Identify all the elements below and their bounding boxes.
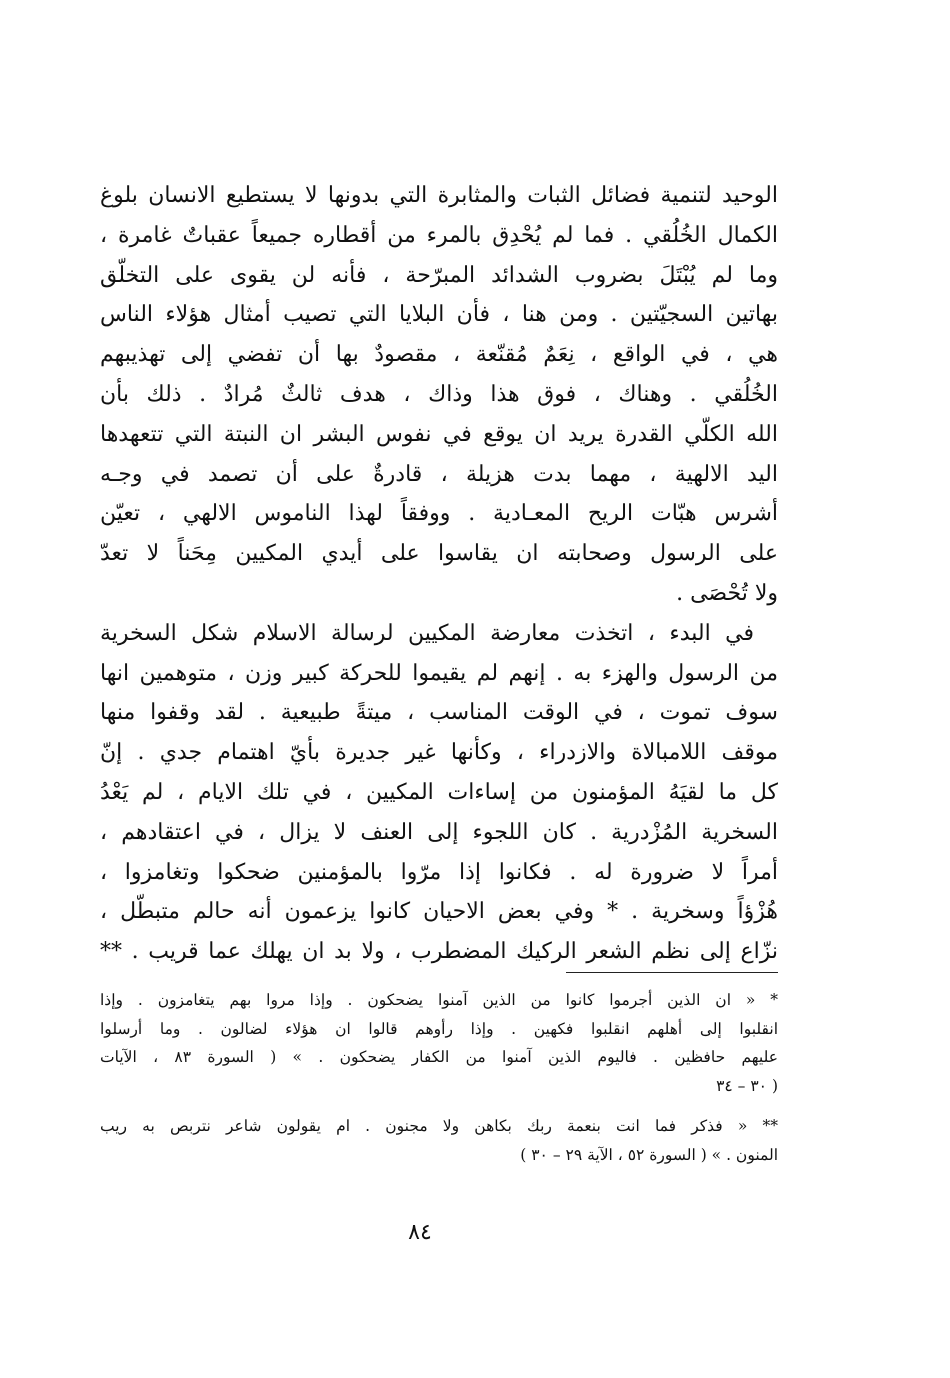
footnote-line: * « ان الذين أجرموا كانوا من الذين آمنوا يضحكون . وإذا مروا بهم يتغامزون . وإذا xyxy=(100,991,778,1009)
text-line: سوف تموت ، في الوقت المناسب ، ميتةً طبيعية . لقد وقفوا منها xyxy=(100,700,778,726)
text-line: كل ما لقيَهُ المؤمنون من إساءات المكيين ، في تلك الايام ، لم يَعْدُ xyxy=(100,779,778,805)
footnote-line: المنون . » ( السورة ٥٢ ، الآية ٢٩ – ٣٠ ) xyxy=(520,1145,778,1164)
text-line: بهاتين السجيّتين . ومن هنا ، فأن البلايا التي تصيب أمثال هؤلاء الناس xyxy=(100,302,778,328)
text-line: السخرية المُزْدرية . كان اللجوء إلى العنف لا يزال ، في اعتقادهم ، xyxy=(100,819,778,845)
text-line: الخُلُقي . وهناك ، فوق هذا وذاك ، هدف ثالثٌ مُرادٌ . ذلك بأن xyxy=(100,381,778,407)
footnote-gap xyxy=(100,1100,778,1112)
footnotes xyxy=(100,986,778,1169)
footnote-separator xyxy=(566,972,778,973)
text-line: الله الكلّي القدرة يريد ان يوقع في نفوس البشر ان النبتة التي تتعهدها xyxy=(100,421,778,447)
footnote-line: انقلبوا إلى أهلهم انقلبوا فكهين . وإذا رأوهم قالوا ان هؤلاء لضالون . وما أرسلوا xyxy=(100,1019,778,1038)
text-line: نزّاع إلى نظم الشعر الركيك المضطرب ، ولا بد ان يهلك عما قريب . ** xyxy=(100,939,778,965)
footnote-line: ( ٣٠ – ٣٤ xyxy=(716,1076,778,1095)
text-line: هُزْؤاً وسخرية . * وفي بعض الاحيان كانوا يزعمون أنه حالم متبطّل ، xyxy=(100,899,778,925)
text-line: موقف اللامبالاة والازدراء ، وكأنها غير جديرة بأيّ اهتمام جدي . إنّ xyxy=(100,740,778,766)
text-line: في البدء ، اتخذت معارضة المكيين لرسالة الاسلام شكل السخرية xyxy=(100,620,754,646)
text-line: أمراً لا ضرورة له . فكانوا إذا مرّوا بالمؤمنين ضحكوا وتغامزوا ، xyxy=(100,859,778,885)
text-line: ولا تُحْصَى . xyxy=(676,580,778,606)
footnote-line: عليهم حافظين . فاليوم الذين آمنوا من الكفار يضحكون . » ( السورة ٨٣ ، الآيات xyxy=(100,1048,778,1066)
text-line: الوحيد لتنمية فضائل الثبات والمثابرة التي بدونها لا يستطيع الانسان بلوغ xyxy=(100,183,778,208)
text-line: هي ، في الواقع ، نِعَمٌ مُقنّعة ، مقصودٌ بها أن تفضي إلى تهذيبهم xyxy=(100,342,778,368)
text-line: الكمال الخُلُقي . فما لم يُحْدِق بالمرء من أقطاره جميعاً عقباتٌ غامرة ، xyxy=(100,222,778,248)
text-line: على الرسول وصحابته ان يقاسوا على أيدي المكيين مِحَناً لا تعدّ xyxy=(100,541,778,567)
footnote-line: ** « فذكر فما انت بنعمة ربك بكاهن ولا مجنون . ام يقولون شاعر نتربص به ريب xyxy=(100,1117,778,1135)
text-line: اليد الالهية ، مهما بدت هزيلة ، قادرةٌ على أن تصمد في وجـه xyxy=(100,461,778,487)
text-line: وما لم يُبْتَلَ بضروب الشدائد المبرّحة ، فأنه لن يقوى على التخلّق xyxy=(100,262,778,288)
text-line: أشرس هبّات الريح المعـادية . ووفقاً لهذا الناموس الالهي ، تعيّن xyxy=(100,501,778,527)
text-line: من الرسول والهزء به . إنهم لم يقيموا للحركة كبير وزن ، متوهمين انها xyxy=(100,660,778,686)
page-number: ٨٤ xyxy=(408,1220,432,1245)
main-text xyxy=(100,176,778,972)
